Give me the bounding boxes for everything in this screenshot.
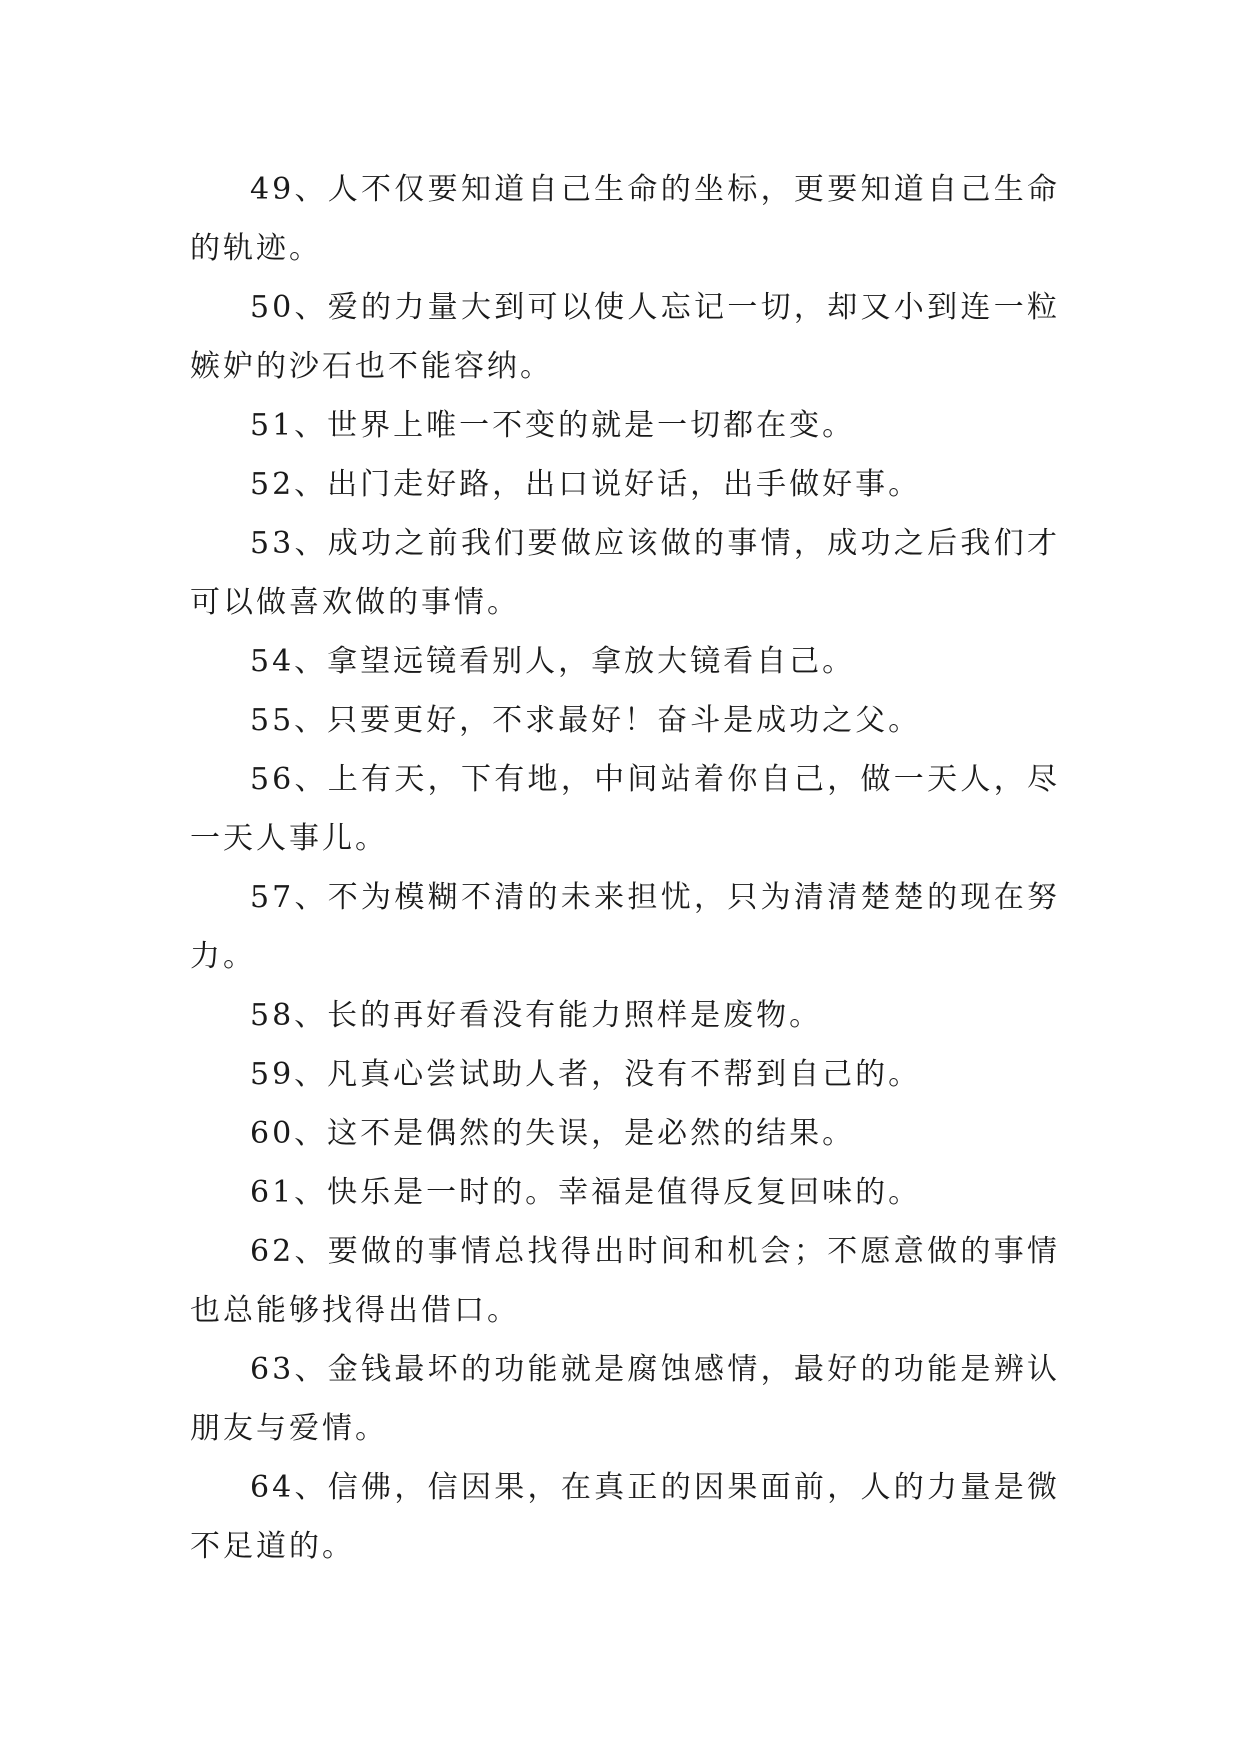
quote-item-49: 49、人不仅要知道自己生命的坐标，更要知道自己生命的轨迹。 <box>190 172 1060 266</box>
quote-item-63: 63、金钱最坏的功能就是腐蚀感情，最好的功能是辨认朋友与爱情。 <box>190 1352 1060 1446</box>
quote-item-64: 64、信佛，信因果，在真正的因果面前，人的力量是微不足道的。 <box>190 1470 1060 1564</box>
quote-item-57: 57、不为模糊不清的未来担忧，只为清清楚楚的现在努力。 <box>190 880 1060 974</box>
quote-item-55: 55、只要更好，不求最好！奋斗是成功之父。 <box>250 703 922 738</box>
quote-item-59: 59、凡真心尝试助人者，没有不帮到自己的。 <box>250 1057 922 1092</box>
quote-item-52: 52、出门走好路，出口说好话，出手做好事。 <box>250 467 922 502</box>
quote-item-62: 62、要做的事情总找得出时间和机会；不愿意做的事情也总能够找得出借口。 <box>190 1234 1060 1328</box>
quote-item-51: 51、世界上唯一不变的就是一切都在变。 <box>250 408 856 443</box>
quote-item-61: 61、快乐是一时的。幸福是值得反复回味的。 <box>250 1175 922 1210</box>
quote-item-50: 50、爱的力量大到可以使人忘记一切，却又小到连一粒嫉妒的沙石也不能容纳。 <box>190 290 1060 384</box>
quote-item-56: 56、上有天，下有地，中间站着你自己，做一天人，尽一天人事儿。 <box>190 762 1060 856</box>
quote-item-60: 60、这不是偶然的失误，是必然的结果。 <box>250 1116 856 1151</box>
quote-item-58: 58、长的再好看没有能力照样是废物。 <box>250 998 823 1033</box>
document-body <box>190 160 1060 1576</box>
quote-item-53: 53、成功之前我们要做应该做的事情，成功之后我们才可以做喜欢做的事情。 <box>190 526 1060 620</box>
quote-item-54: 54、拿望远镜看别人，拿放大镜看自己。 <box>250 644 856 679</box>
